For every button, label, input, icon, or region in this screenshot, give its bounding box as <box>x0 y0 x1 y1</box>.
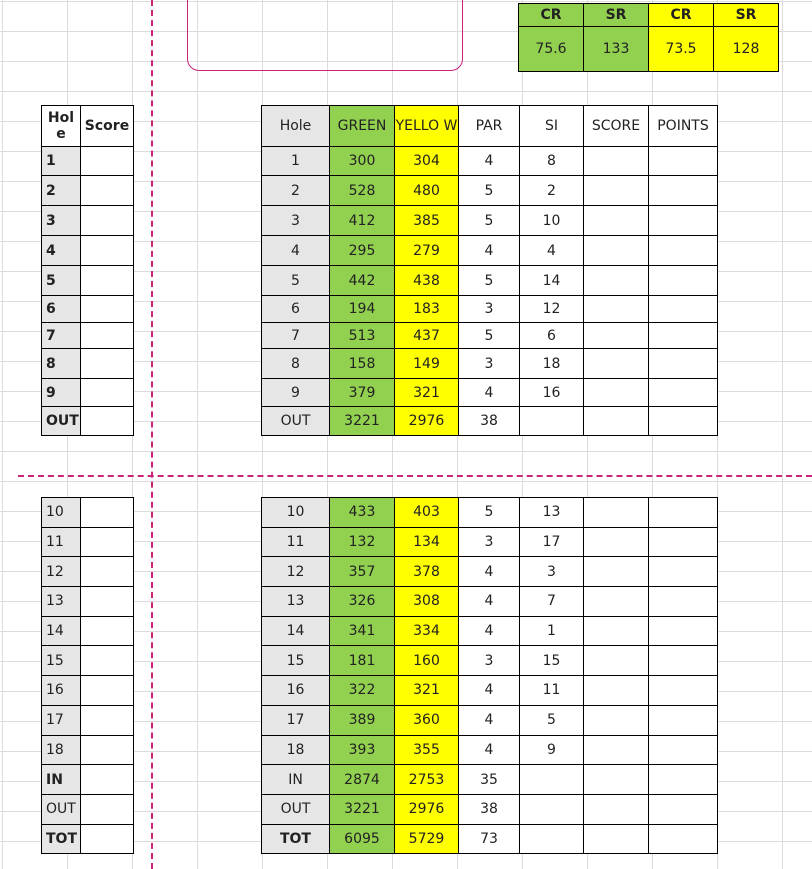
table-row <box>262 407 718 436</box>
side-score-cell[interactable] <box>81 206 134 236</box>
card-score-cell[interactable] <box>584 557 649 587</box>
table-row <box>42 527 134 557</box>
card-hole-number: 11 <box>262 527 330 557</box>
card-stroke-index: 3 <box>520 557 584 587</box>
yellow-sr-header: SR <box>714 4 779 27</box>
card-green-yardage: 3221 <box>330 407 395 436</box>
card-stroke-index: 18 <box>520 349 584 379</box>
card-points-cell[interactable] <box>649 407 718 436</box>
card-stroke-index: 17 <box>520 527 584 557</box>
green-sr-value: 133 <box>584 27 649 72</box>
card-score-cell[interactable] <box>584 323 649 349</box>
back-nine-card <box>261 497 718 854</box>
side-score-cell[interactable] <box>81 323 134 349</box>
card-yellow-yardage: 403 <box>395 498 459 528</box>
card-score-cell[interactable] <box>584 676 649 706</box>
table-row <box>262 349 718 379</box>
table-row <box>262 498 718 528</box>
card-yellow-yardage: 279 <box>395 236 459 266</box>
card-stroke-index: 16 <box>520 379 584 407</box>
table-row <box>42 296 134 323</box>
card-score-cell[interactable] <box>584 206 649 236</box>
side-score-cell[interactable] <box>81 379 134 407</box>
table-row <box>42 498 134 528</box>
card-score-cell[interactable] <box>584 407 649 436</box>
card-green-yardage: 322 <box>330 676 395 706</box>
table-row <box>42 323 134 349</box>
card-par-value: 38 <box>459 794 520 824</box>
side-hole-number: 8 <box>42 349 81 379</box>
card-score-cell[interactable] <box>584 616 649 646</box>
card-par-value: 38 <box>459 407 520 436</box>
card-par-value: 3 <box>459 527 520 557</box>
side-score-cell[interactable] <box>81 266 134 296</box>
card-score-cell[interactable] <box>584 176 649 206</box>
card-yellow-yardage: 149 <box>395 349 459 379</box>
card-green-yardage: 357 <box>330 557 395 587</box>
side-hole-number: 7 <box>42 323 81 349</box>
table-row <box>42 646 134 676</box>
card-points-cell[interactable] <box>649 527 718 557</box>
table-row <box>262 266 718 296</box>
card-hole-number: 16 <box>262 676 330 706</box>
side-score-cell[interactable] <box>81 349 134 379</box>
side-hole-number: 4 <box>42 236 81 266</box>
card-stroke-index <box>520 794 584 824</box>
side-hole-number: 1 <box>42 147 81 176</box>
card-hole-number: 8 <box>262 349 330 379</box>
card-par-value: 3 <box>459 296 520 323</box>
card-score-cell[interactable] <box>584 705 649 735</box>
table-row <box>42 676 134 706</box>
card-yellow-yardage: 480 <box>395 176 459 206</box>
card-stroke-index: 11 <box>520 676 584 706</box>
card-par-value: 4 <box>459 705 520 735</box>
course-rating-table <box>518 3 779 72</box>
card-score-header: SCORE <box>584 106 649 147</box>
side-hole-number: 2 <box>42 176 81 206</box>
card-yellow-yardage: 308 <box>395 587 459 617</box>
card-points-cell[interactable] <box>649 765 718 795</box>
table-row <box>42 794 134 824</box>
table-row <box>42 206 134 236</box>
card-yellow-header: YELLO W <box>395 106 459 147</box>
card-green-yardage: 442 <box>330 266 395 296</box>
card-hole-number: 7 <box>262 323 330 349</box>
card-score-cell[interactable] <box>584 587 649 617</box>
card-points-cell[interactable] <box>649 676 718 706</box>
card-green-yardage: 412 <box>330 206 395 236</box>
table-row <box>42 236 134 266</box>
table-row <box>262 379 718 407</box>
card-stroke-index <box>520 407 584 436</box>
card-hole-number: 6 <box>262 296 330 323</box>
side-score-cell[interactable] <box>81 587 134 617</box>
table-row <box>42 735 134 765</box>
side-score-header: Score <box>81 106 134 147</box>
card-par-value: 3 <box>459 349 520 379</box>
side-hole-number: 3 <box>42 206 81 236</box>
card-score-cell[interactable] <box>584 765 649 795</box>
card-points-cell[interactable] <box>649 557 718 587</box>
card-score-cell[interactable] <box>584 147 649 176</box>
card-par-value: 4 <box>459 587 520 617</box>
table-row <box>42 824 134 854</box>
front-nine-card <box>261 105 718 436</box>
yellow-cr-value: 73.5 <box>649 27 714 72</box>
card-score-cell[interactable] <box>584 735 649 765</box>
card-points-cell[interactable] <box>649 824 718 854</box>
card-stroke-index: 1 <box>520 616 584 646</box>
card-hole-number: 10 <box>262 498 330 528</box>
side-score-cell[interactable] <box>81 498 134 528</box>
card-green-yardage: 194 <box>330 296 395 323</box>
card-points-cell[interactable] <box>649 349 718 379</box>
card-stroke-index: 10 <box>520 206 584 236</box>
table-row <box>42 379 134 407</box>
card-hole-number: 17 <box>262 705 330 735</box>
card-hole-number: 4 <box>262 236 330 266</box>
side-hole-number: 13 <box>42 587 81 617</box>
green-sr-header: SR <box>584 4 649 27</box>
card-yellow-yardage: 134 <box>395 527 459 557</box>
card-yellow-yardage: 183 <box>395 296 459 323</box>
table-row <box>262 176 718 206</box>
card-hole-number: 5 <box>262 266 330 296</box>
card-yellow-yardage: 304 <box>395 147 459 176</box>
card-score-cell[interactable] <box>584 824 649 854</box>
card-par-value: 3 <box>459 646 520 676</box>
card-points-cell[interactable] <box>649 616 718 646</box>
side-hole-number: 15 <box>42 646 81 676</box>
card-yellow-yardage: 355 <box>395 735 459 765</box>
card-hole-number: 13 <box>262 587 330 617</box>
card-yellow-yardage: 2976 <box>395 407 459 436</box>
card-hole-number: 3 <box>262 206 330 236</box>
green-cr-header: CR <box>519 4 584 27</box>
side-hole-number: 11 <box>42 527 81 557</box>
side-score-cell[interactable] <box>81 557 134 587</box>
card-green-yardage: 379 <box>330 379 395 407</box>
table-row <box>262 296 718 323</box>
side-score-cell[interactable] <box>81 794 134 824</box>
card-green-header: GREEN <box>330 106 395 147</box>
side-hole-number: TOT <box>42 824 81 854</box>
card-points-cell[interactable] <box>649 206 718 236</box>
card-hole-number: 12 <box>262 557 330 587</box>
card-par-value: 4 <box>459 616 520 646</box>
card-par-value: 5 <box>459 323 520 349</box>
card-yellow-yardage: 437 <box>395 323 459 349</box>
side-hole-number: 6 <box>42 296 81 323</box>
card-stroke-index: 7 <box>520 587 584 617</box>
card-points-cell[interactable] <box>649 323 718 349</box>
card-stroke-index: 5 <box>520 705 584 735</box>
card-yellow-yardage: 2753 <box>395 765 459 795</box>
table-row <box>262 646 718 676</box>
side-hole-number: 14 <box>42 616 81 646</box>
side-hole-number: 10 <box>42 498 81 528</box>
table-row <box>262 676 718 706</box>
card-green-yardage: 158 <box>330 349 395 379</box>
side-score-cell[interactable] <box>81 705 134 735</box>
card-points-cell[interactable] <box>649 266 718 296</box>
card-green-yardage: 326 <box>330 587 395 617</box>
card-points-cell[interactable] <box>649 147 718 176</box>
card-yellow-yardage: 378 <box>395 557 459 587</box>
vertical-cut-line <box>151 0 153 869</box>
table-row <box>42 349 134 379</box>
card-yellow-yardage: 2976 <box>395 794 459 824</box>
card-points-cell[interactable] <box>649 735 718 765</box>
card-points-cell[interactable] <box>649 705 718 735</box>
side-score-cell[interactable] <box>81 236 134 266</box>
card-green-yardage: 433 <box>330 498 395 528</box>
card-stroke-index: 14 <box>520 266 584 296</box>
table-row <box>42 407 134 436</box>
card-par-value: 73 <box>459 824 520 854</box>
card-par-value: 4 <box>459 236 520 266</box>
card-points-cell[interactable] <box>649 587 718 617</box>
card-score-cell[interactable] <box>584 498 649 528</box>
table-row <box>42 147 134 176</box>
side-score-cell[interactable] <box>81 765 134 795</box>
card-si-header: SI <box>520 106 584 147</box>
card-par-value: 4 <box>459 557 520 587</box>
side-score-cell[interactable] <box>81 176 134 206</box>
card-points-cell[interactable] <box>649 236 718 266</box>
side-back-score-table <box>41 497 134 854</box>
card-hole-number: 9 <box>262 379 330 407</box>
card-score-cell[interactable] <box>584 296 649 323</box>
side-hole-number: 16 <box>42 676 81 706</box>
card-yellow-yardage: 321 <box>395 379 459 407</box>
card-yellow-yardage: 438 <box>395 266 459 296</box>
card-green-yardage: 513 <box>330 323 395 349</box>
yellow-cr-header: CR <box>649 4 714 27</box>
card-stroke-index: 9 <box>520 735 584 765</box>
side-score-cell[interactable] <box>81 147 134 176</box>
card-green-yardage: 300 <box>330 147 395 176</box>
side-hole-number: 17 <box>42 705 81 735</box>
table-row <box>262 794 718 824</box>
table-row <box>262 206 718 236</box>
side-hole-header: Hol e <box>42 106 81 147</box>
card-yellow-yardage: 385 <box>395 206 459 236</box>
card-hole-number: OUT <box>262 794 330 824</box>
side-score-cell[interactable] <box>81 824 134 854</box>
card-stroke-index: 2 <box>520 176 584 206</box>
card-par-value: 4 <box>459 379 520 407</box>
side-hole-number: IN <box>42 765 81 795</box>
card-green-yardage: 181 <box>330 646 395 676</box>
table-row <box>262 323 718 349</box>
card-stroke-index <box>520 765 584 795</box>
card-hole-header: Hole <box>262 106 330 147</box>
card-hole-number: TOT <box>262 824 330 854</box>
card-green-yardage: 393 <box>330 735 395 765</box>
card-score-cell[interactable] <box>584 646 649 676</box>
table-row <box>262 587 718 617</box>
card-points-cell[interactable] <box>649 176 718 206</box>
card-points-cell[interactable] <box>649 646 718 676</box>
table-row <box>42 705 134 735</box>
card-stroke-index: 15 <box>520 646 584 676</box>
card-par-value: 4 <box>459 735 520 765</box>
table-row <box>42 266 134 296</box>
card-points-header: POINTS <box>649 106 718 147</box>
card-green-yardage: 132 <box>330 527 395 557</box>
card-par-value: 5 <box>459 206 520 236</box>
side-hole-number: 5 <box>42 266 81 296</box>
table-row <box>262 236 718 266</box>
card-par-value: 5 <box>459 176 520 206</box>
card-score-cell[interactable] <box>584 794 649 824</box>
side-score-cell[interactable] <box>81 735 134 765</box>
card-par-value: 5 <box>459 266 520 296</box>
table-row <box>262 527 718 557</box>
card-green-yardage: 6095 <box>330 824 395 854</box>
table-row <box>262 705 718 735</box>
card-hole-number: IN <box>262 765 330 795</box>
card-green-yardage: 528 <box>330 176 395 206</box>
card-par-value: 4 <box>459 676 520 706</box>
card-hole-number: 14 <box>262 616 330 646</box>
card-yellow-yardage: 334 <box>395 616 459 646</box>
side-hole-number: 9 <box>42 379 81 407</box>
card-points-cell[interactable] <box>649 379 718 407</box>
card-yellow-yardage: 321 <box>395 676 459 706</box>
card-stroke-index: 4 <box>520 236 584 266</box>
table-row <box>42 557 134 587</box>
table-row <box>262 557 718 587</box>
card-score-cell[interactable] <box>584 266 649 296</box>
side-front-score-table <box>41 105 134 436</box>
card-green-yardage: 295 <box>330 236 395 266</box>
yellow-sr-value: 128 <box>714 27 779 72</box>
card-yellow-yardage: 360 <box>395 705 459 735</box>
card-hole-number: 1 <box>262 147 330 176</box>
table-row <box>42 587 134 617</box>
card-green-yardage: 341 <box>330 616 395 646</box>
card-par-value: 4 <box>459 147 520 176</box>
table-row <box>262 765 718 795</box>
card-hole-number: 18 <box>262 735 330 765</box>
horizontal-cut-line <box>18 475 812 477</box>
card-green-yardage: 3221 <box>330 794 395 824</box>
card-score-cell[interactable] <box>584 236 649 266</box>
card-green-yardage: 2874 <box>330 765 395 795</box>
card-points-cell[interactable] <box>649 296 718 323</box>
table-row <box>42 176 134 206</box>
card-hole-number: 15 <box>262 646 330 676</box>
side-score-cell[interactable] <box>81 676 134 706</box>
table-row <box>42 616 134 646</box>
card-score-cell[interactable] <box>584 527 649 557</box>
card-stroke-index: 13 <box>520 498 584 528</box>
card-green-yardage: 389 <box>330 705 395 735</box>
table-row <box>262 824 718 854</box>
table-row <box>262 616 718 646</box>
table-row <box>262 735 718 765</box>
side-hole-number: OUT <box>42 407 81 436</box>
side-hole-number: 12 <box>42 557 81 587</box>
green-cr-value: 75.6 <box>519 27 584 72</box>
card-stroke-index: 6 <box>520 323 584 349</box>
table-row <box>262 147 718 176</box>
card-points-cell[interactable] <box>649 794 718 824</box>
card-score-cell[interactable] <box>584 379 649 407</box>
card-hole-number: OUT <box>262 407 330 436</box>
card-par-header: PAR <box>459 106 520 147</box>
side-score-cell[interactable] <box>81 296 134 323</box>
side-hole-number: 18 <box>42 735 81 765</box>
card-score-cell[interactable] <box>584 349 649 379</box>
card-par-value: 35 <box>459 765 520 795</box>
side-score-cell[interactable] <box>81 616 134 646</box>
card-stroke-index: 12 <box>520 296 584 323</box>
card-hole-number: 2 <box>262 176 330 206</box>
side-score-cell[interactable] <box>81 646 134 676</box>
table-row <box>42 765 134 795</box>
card-stroke-index: 8 <box>520 147 584 176</box>
card-yellow-yardage: 160 <box>395 646 459 676</box>
name-box-frame <box>187 0 463 71</box>
card-points-cell[interactable] <box>649 498 718 528</box>
side-score-cell[interactable] <box>81 527 134 557</box>
card-yellow-yardage: 5729 <box>395 824 459 854</box>
side-hole-number: OUT <box>42 794 81 824</box>
card-par-value: 5 <box>459 498 520 528</box>
side-score-cell[interactable] <box>81 407 134 436</box>
card-stroke-index <box>520 824 584 854</box>
